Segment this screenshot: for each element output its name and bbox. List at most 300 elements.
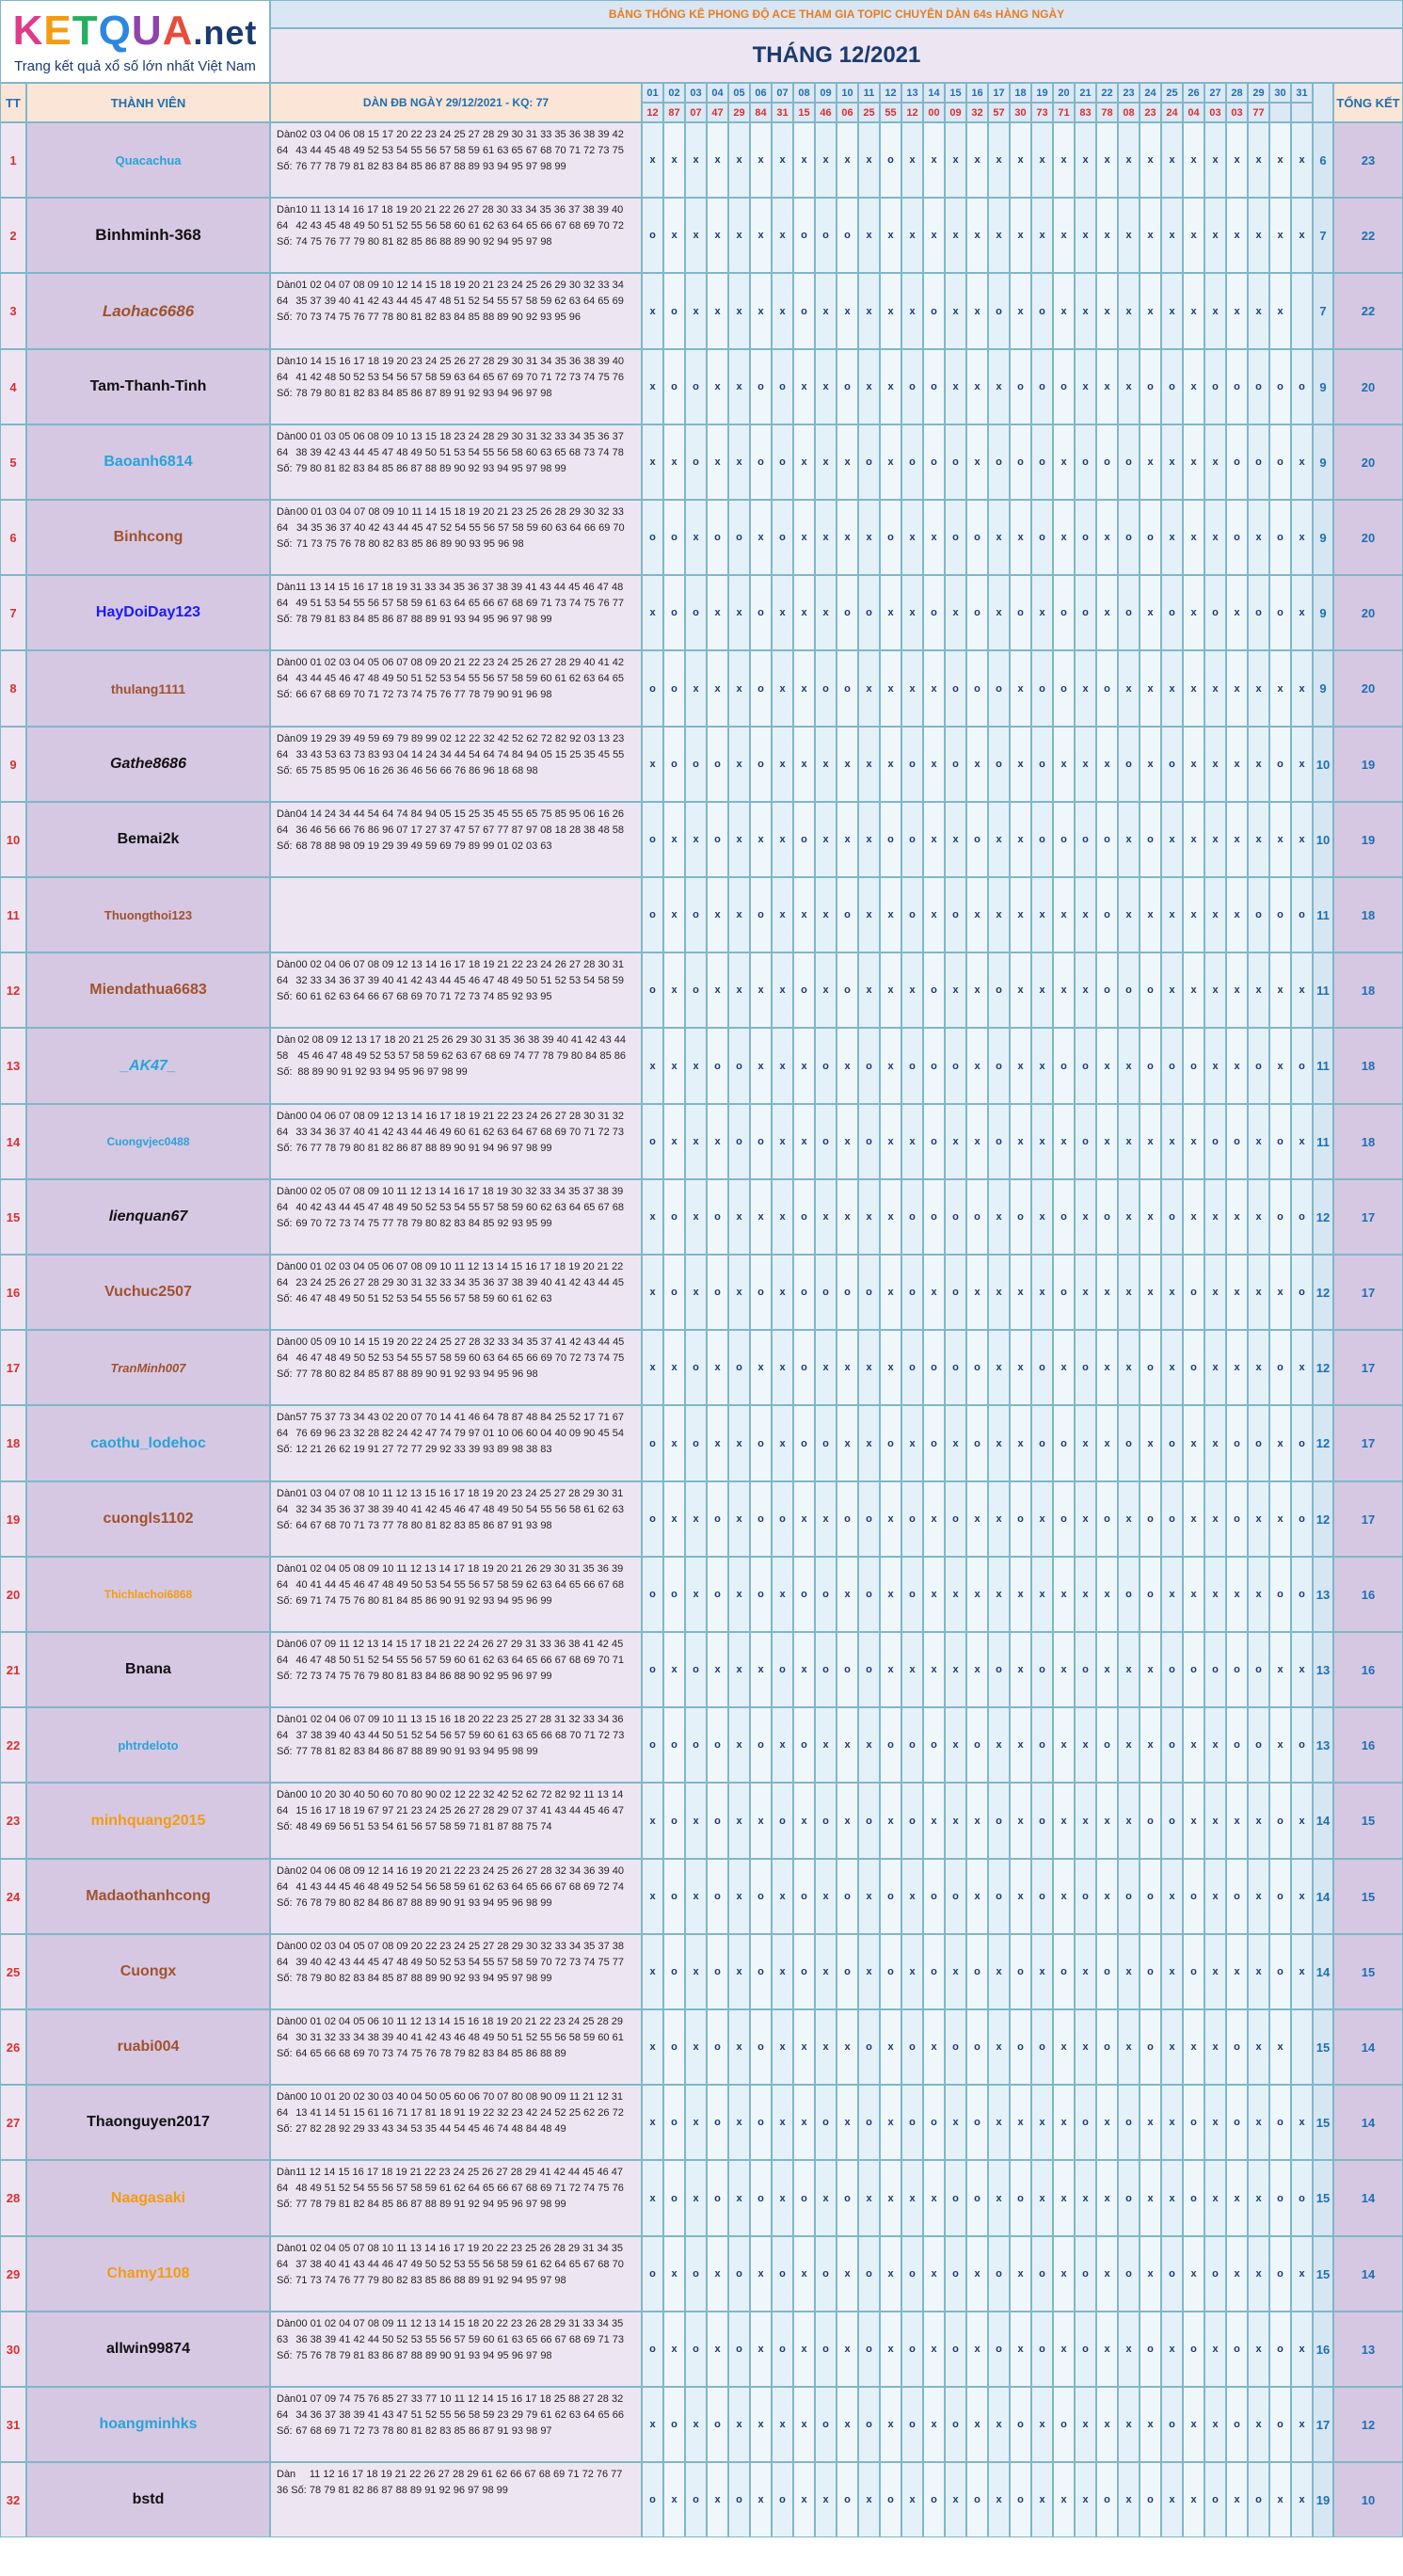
day-mark: x xyxy=(707,198,728,273)
day-mark: x xyxy=(707,1632,728,1707)
member-name[interactable]: TranMinh007 xyxy=(26,1330,270,1405)
dan-title: Dàn 64 Số: xyxy=(277,204,296,248)
day-mark: x xyxy=(988,575,1010,650)
day-mark: x xyxy=(1248,2160,1269,2236)
day-mark: x xyxy=(1291,2236,1313,2312)
member-name[interactable]: Thuongthoi123 xyxy=(26,877,270,952)
day-mark: o xyxy=(772,2312,793,2387)
member-name[interactable]: Bemai2k xyxy=(26,802,270,877)
day-mark: o xyxy=(1118,727,1140,802)
member-name[interactable]: caothu_lodehoc xyxy=(26,1405,270,1481)
day-mark: o xyxy=(1183,1934,1204,2009)
day-mark: x xyxy=(772,1255,793,1330)
day-mark: x xyxy=(988,1707,1010,1783)
day-mark: x xyxy=(1053,2312,1075,2387)
day-result: 30 xyxy=(1010,103,1031,122)
day-mark: x xyxy=(966,1104,988,1179)
day-mark: x xyxy=(837,802,858,877)
day-mark: o xyxy=(750,1707,772,1783)
member-name[interactable]: Madaothanhcong xyxy=(26,1859,270,1934)
win-count: 13 xyxy=(1313,1707,1333,1783)
day-mark: o xyxy=(966,802,988,877)
day-mark: o xyxy=(1075,575,1096,650)
day-mark: o xyxy=(1291,1255,1313,1330)
day-mark: o xyxy=(923,2085,945,2160)
day-mark: x xyxy=(1096,1632,1118,1707)
day-mark: o xyxy=(1010,1934,1031,2009)
day-mark: x xyxy=(923,802,945,877)
row-number: 29 xyxy=(0,2236,26,2312)
day-mark: x xyxy=(1226,575,1248,650)
member-name[interactable]: Thaonguyen2017 xyxy=(26,2085,270,2160)
day-mark: o xyxy=(837,650,858,727)
day-mark: o xyxy=(793,1707,815,1783)
day-mark: o xyxy=(988,1028,1010,1104)
day-mark: x xyxy=(1010,727,1031,802)
day-mark: x xyxy=(880,1632,901,1707)
member-name[interactable]: minhquang2015 xyxy=(26,1783,270,1859)
day-mark: o xyxy=(1204,2236,1226,2312)
day-mark: x xyxy=(1031,2085,1053,2160)
day-mark: o xyxy=(1226,1632,1248,1707)
day-mark: x xyxy=(1031,2387,1053,2462)
day-mark: x xyxy=(793,2236,815,2312)
dan-numbers xyxy=(270,650,642,727)
day-result: 77 xyxy=(1248,103,1269,122)
dan-numbers xyxy=(270,1179,642,1255)
day-mark: x xyxy=(642,575,663,650)
member-name[interactable]: Cuongx xyxy=(26,1934,270,2009)
dan-list: 00 04 06 07 08 09 12 13 14 16 17 18 19 21 22 23 24 26 27 28 30 31 32 33 34 36 37 40 41 42 43 44 46 49 60 61 62 63 64 67 68 69 70 71 72 73 76 77 78 79 80 81 82 86 87 88 89 90 91 94 96 97 98 99 xyxy=(295,1111,624,1154)
day-mark: x xyxy=(837,2312,858,2387)
day-mark: x xyxy=(815,2462,837,2537)
day-mark: x xyxy=(1075,273,1096,349)
day-mark: x xyxy=(1204,2312,1226,2387)
day-mark: o xyxy=(1075,2312,1096,2387)
member-name[interactable]: Naagasaki xyxy=(26,2160,270,2236)
day-result: 07 xyxy=(685,103,707,122)
day-mark: o xyxy=(663,1783,685,1859)
member-name[interactable]: allwin99874 xyxy=(26,2312,270,2387)
day-mark: x xyxy=(793,1632,815,1707)
day-mark: x xyxy=(1183,424,1204,500)
day-mark: o xyxy=(1161,1481,1183,1557)
day-mark: x xyxy=(815,1330,837,1405)
dan-numbers xyxy=(270,2160,642,2236)
day-mark: o xyxy=(663,2387,685,2462)
day-mark: x xyxy=(923,1557,945,1632)
day-mark: o xyxy=(815,2085,837,2160)
member-name[interactable]: Gathe8686 xyxy=(26,727,270,802)
day-mark: x xyxy=(1183,2009,1204,2085)
day-mark: o xyxy=(1183,2085,1204,2160)
day-mark: o xyxy=(1053,575,1075,650)
logo[interactable] xyxy=(0,0,270,83)
day-mark: x xyxy=(1183,727,1204,802)
day-mark: o xyxy=(923,1405,945,1481)
win-count: 13 xyxy=(1313,1557,1333,1632)
tong-ket: 23 xyxy=(1333,122,1403,198)
day-mark: o xyxy=(707,1934,728,2009)
day-mark: o xyxy=(901,2387,923,2462)
dan-title: Dàn 64 Số: xyxy=(277,2243,296,2286)
dan-title: Dàn 36 Số: xyxy=(277,2469,307,2496)
day-mark: x xyxy=(1140,2236,1161,2312)
day-mark: o xyxy=(1118,2160,1140,2236)
day-result: 23 xyxy=(1140,103,1161,122)
day-mark: o xyxy=(966,1330,988,1405)
day-mark: o xyxy=(1118,424,1140,500)
day-mark: o xyxy=(1161,349,1183,424)
day-mark: o xyxy=(1075,2085,1096,2160)
member-name[interactable]: Binhminh-368 xyxy=(26,198,270,273)
day-mark: o xyxy=(966,2085,988,2160)
member-name[interactable]: Bnana xyxy=(26,1632,270,1707)
dan-list: 00 10 20 30 40 50 60 70 80 90 02 12 22 32 42 52 62 72 82 92 11 13 14 15 16 17 18 19 67 97 21 23 24 25 26 27 28 29 07 37 41 43 44 45 46 47 48 49 69 56 51 53 54 61 56 57 58 59 71 81 87 88 75 74 xyxy=(295,1789,625,1832)
day-mark: o xyxy=(750,877,772,952)
day-mark: x xyxy=(1269,1632,1291,1707)
day-mark: o xyxy=(750,1859,772,1934)
day-mark: o xyxy=(815,1104,837,1179)
day-mark: x xyxy=(1096,1104,1118,1179)
member-name[interactable]: bstd xyxy=(26,2462,270,2537)
banner-title: BẢNG THỐNG KÊ PHONG ĐỘ ACE THAM GIA TOPIC CHUYÊN DÀN 64s HÀNG NGÀY xyxy=(270,0,1403,28)
day-mark: o xyxy=(837,349,858,424)
day-mark: x xyxy=(1053,952,1075,1028)
day-mark: x xyxy=(772,575,793,650)
day-mark: x xyxy=(1140,1104,1161,1179)
day-mark: x xyxy=(772,2009,793,2085)
day-mark: x xyxy=(880,1179,901,1255)
day-mark: x xyxy=(966,2387,988,2462)
day-mark: x xyxy=(685,1255,707,1330)
member-name[interactable]: Chamy1108 xyxy=(26,2236,270,2312)
day-result: 04 xyxy=(1183,103,1204,122)
day-mark: x xyxy=(750,1330,772,1405)
dan-numbers xyxy=(270,1481,642,1557)
day-mark: o xyxy=(642,1405,663,1481)
day-mark: x xyxy=(1118,877,1140,952)
day-mark: x xyxy=(901,1859,923,1934)
logo-brand-text: KETQUA xyxy=(12,7,194,54)
day-mark: o xyxy=(685,424,707,500)
day-mark: x xyxy=(966,952,988,1028)
day-mark: o xyxy=(1031,1330,1053,1405)
tong-ket: 18 xyxy=(1333,952,1403,1028)
day-header: 20 xyxy=(1053,83,1075,103)
member-name[interactable]: Vuchuc2507 xyxy=(26,1255,270,1330)
day-mark: o xyxy=(923,1179,945,1255)
day-mark: o xyxy=(1031,1707,1053,1783)
tong-ket: 20 xyxy=(1333,424,1403,500)
day-result: 12 xyxy=(901,103,923,122)
day-mark: x xyxy=(966,198,988,273)
day-mark: o xyxy=(923,1859,945,1934)
day-mark: x xyxy=(880,952,901,1028)
day-mark: o xyxy=(1118,952,1140,1028)
day-mark: x xyxy=(642,1783,663,1859)
day-mark: o xyxy=(772,2236,793,2312)
day-mark: o xyxy=(880,1405,901,1481)
day-mark: x xyxy=(642,424,663,500)
day-mark: o xyxy=(750,1557,772,1632)
day-mark: x xyxy=(1140,650,1161,727)
day-mark: o xyxy=(1010,2387,1031,2462)
day-mark: o xyxy=(1096,2462,1118,2537)
day-mark: x xyxy=(1118,122,1140,198)
day-header: 31 xyxy=(1291,83,1313,103)
day-mark: x xyxy=(728,1783,750,1859)
day-mark: o xyxy=(685,1330,707,1405)
day-mark: o xyxy=(1031,1859,1053,1934)
day-mark: x xyxy=(1096,349,1118,424)
day-mark: x xyxy=(1161,122,1183,198)
member-name[interactable]: Miendathua6683 xyxy=(26,952,270,1028)
day-mark: x xyxy=(1291,2085,1313,2160)
dan-title: Dàn 64 Số: xyxy=(277,1563,296,1607)
day-mark: x xyxy=(1010,1783,1031,1859)
row-number: 15 xyxy=(0,1179,26,1255)
day-mark: o xyxy=(1269,1179,1291,1255)
day-mark: x xyxy=(1204,1255,1226,1330)
dan-list: 09 19 29 39 49 59 69 79 89 99 02 12 22 32 42 52 62 72 82 92 03 13 23 33 43 53 63 73 83 93 04 14 24 34 44 54 64 74 84 94 05 15 25 35 45 55 65 75 85 95 06 16 26 36 46 56 66 76 86 96 18 68 98 xyxy=(295,733,625,776)
day-header: 07 xyxy=(772,83,793,103)
member-name[interactable]: Cuongvjec0488 xyxy=(26,1104,270,1179)
day-mark: o xyxy=(1161,1632,1183,1707)
day-mark: x xyxy=(1183,1783,1204,1859)
day-mark: x xyxy=(772,1934,793,2009)
day-mark: o xyxy=(707,500,728,575)
day-mark: x xyxy=(1204,1557,1226,1632)
day-mark: x xyxy=(707,424,728,500)
day-mark: o xyxy=(1053,802,1075,877)
day-mark: x xyxy=(1269,952,1291,1028)
day-mark: x xyxy=(1053,198,1075,273)
member-name[interactable]: HayDoiDay123 xyxy=(26,575,270,650)
dan-numbers xyxy=(270,2462,642,2537)
member-name[interactable]: thulang1111 xyxy=(26,650,270,727)
day-mark: x xyxy=(901,1405,923,1481)
day-header: 21 xyxy=(1075,83,1096,103)
member-name[interactable]: Laohac6686 xyxy=(26,273,270,349)
day-mark: x xyxy=(1140,2387,1161,2462)
dan-numbers xyxy=(270,2009,642,2085)
day-mark: x xyxy=(1204,1179,1226,1255)
day-mark: x xyxy=(1010,273,1031,349)
row-number: 21 xyxy=(0,1632,26,1707)
day-mark: x xyxy=(793,424,815,500)
day-mark: o xyxy=(1161,1405,1183,1481)
day-mark: x xyxy=(1226,198,1248,273)
day-mark: x xyxy=(1118,1179,1140,1255)
day-mark: x xyxy=(1226,1934,1248,2009)
day-mark: x xyxy=(1183,877,1204,952)
tong-ket: 22 xyxy=(1333,198,1403,273)
day-header: 25 xyxy=(1161,83,1183,103)
day-mark: o xyxy=(685,1405,707,1481)
day-mark: o xyxy=(707,1255,728,1330)
day-mark: x xyxy=(1118,2387,1140,2462)
member-name[interactable]: Binhcong xyxy=(26,500,270,575)
day-mark: x xyxy=(1140,1405,1161,1481)
day-mark: x xyxy=(728,1179,750,1255)
row-number: 9 xyxy=(0,727,26,802)
day-mark: o xyxy=(988,650,1010,727)
day-mark: o xyxy=(642,650,663,727)
day-mark: o xyxy=(858,1783,880,1859)
day-mark: x xyxy=(1075,198,1096,273)
day-mark: x xyxy=(988,1557,1010,1632)
logo-suffix: .net xyxy=(193,12,258,52)
day-mark: x xyxy=(1161,2009,1183,2085)
day-mark: o xyxy=(707,1859,728,1934)
day-mark: x xyxy=(1010,1028,1031,1104)
day-mark: x xyxy=(1291,198,1313,273)
day-mark: x xyxy=(1075,727,1096,802)
dan-title: Dàn 64 Số: xyxy=(277,1941,296,1984)
day-mark: o xyxy=(1248,575,1269,650)
day-mark: o xyxy=(793,802,815,877)
day-mark: x xyxy=(1053,273,1075,349)
day-mark: x xyxy=(966,1028,988,1104)
day-mark: o xyxy=(642,2236,663,2312)
member-name[interactable]: Baoanh6814 xyxy=(26,424,270,500)
day-mark: x xyxy=(1075,1707,1096,1783)
dan-list: 00 05 09 10 14 15 19 20 22 24 25 27 28 32 33 34 35 37 41 42 43 44 45 46 47 48 49 50 52 53 54 55 57 58 59 60 63 64 65 66 69 70 72 73 74 75 77 78 80 82 84 85 87 88 89 90 91 92 93 94 95 96 98 xyxy=(295,1336,625,1380)
member-name[interactable]: ruabi004 xyxy=(26,2009,270,2085)
day-mark: o xyxy=(1075,2236,1096,2312)
day-mark: o xyxy=(642,1707,663,1783)
day-mark: o xyxy=(1161,575,1183,650)
member-name[interactable]: hoangminhks xyxy=(26,2387,270,2462)
day-mark: o xyxy=(793,198,815,273)
day-mark: x xyxy=(880,1255,901,1330)
day-mark: x xyxy=(1161,650,1183,727)
member-name[interactable]: cuongls1102 xyxy=(26,1481,270,1557)
day-mark: o xyxy=(815,2387,837,2462)
day-mark: x xyxy=(1248,122,1269,198)
day-mark: o xyxy=(750,2085,772,2160)
day-result: 46 xyxy=(815,103,837,122)
day-mark: x xyxy=(1140,727,1161,802)
day-mark: o xyxy=(1140,1783,1161,1859)
member-name[interactable]: Quacachua xyxy=(26,122,270,198)
day-mark: o xyxy=(1161,1783,1183,1859)
day-mark: x xyxy=(880,575,901,650)
day-mark: x xyxy=(837,727,858,802)
day-mark: x xyxy=(728,2160,750,2236)
day-mark: x xyxy=(1226,952,1248,1028)
tong-ket: 20 xyxy=(1333,500,1403,575)
day-mark: x xyxy=(1010,1330,1031,1405)
day-mark: o xyxy=(966,1405,988,1481)
day-mark: o xyxy=(945,2312,966,2387)
day-mark: o xyxy=(1161,1179,1183,1255)
day-mark: o xyxy=(988,1104,1010,1179)
day-mark: x xyxy=(815,424,837,500)
day-header: 06 xyxy=(750,83,772,103)
day-mark: x xyxy=(642,1179,663,1255)
day-mark: x xyxy=(966,273,988,349)
day-mark: o xyxy=(750,2009,772,2085)
day-mark: o xyxy=(1183,1859,1204,1934)
day-mark: o xyxy=(1010,2462,1031,2537)
day-mark: x xyxy=(1248,1481,1269,1557)
dan-numbers xyxy=(270,952,642,1028)
day-mark: x xyxy=(750,2312,772,2387)
member-name[interactable]: _AK47_ xyxy=(26,1028,270,1104)
day-mark: x xyxy=(1291,952,1313,1028)
day-mark: o xyxy=(858,1028,880,1104)
day-mark: o xyxy=(1161,1028,1183,1104)
dan-title: Dàn 64 Số: xyxy=(277,1111,296,1154)
day-mark: x xyxy=(1096,1330,1118,1405)
member-name[interactable]: Tam-Thanh-Tinh xyxy=(26,349,270,424)
day-mark: x xyxy=(1010,877,1031,952)
member-name[interactable]: phtrdeloto xyxy=(26,1707,270,1783)
day-mark: x xyxy=(793,650,815,727)
day-mark: o xyxy=(1226,2009,1248,2085)
day-mark: x xyxy=(1031,2462,1053,2537)
day-result: 47 xyxy=(707,103,728,122)
dan-list: 06 07 09 11 12 13 14 15 17 18 21 22 24 26 27 29 31 33 36 38 41 42 45 46 47 48 50 51 52 54 55 56 57 59 60 61 62 63 64 65 66 67 68 69 70 71 72 73 74 75 76 79 80 81 83 84 86 88 90 92 95 96 97 99 xyxy=(295,1639,625,1682)
day-mark: x xyxy=(1075,952,1096,1028)
day-mark: o xyxy=(1183,1028,1204,1104)
day-result xyxy=(1269,103,1291,122)
day-mark: x xyxy=(642,2009,663,2085)
day-result: 24 xyxy=(1161,103,1183,122)
day-mark: o xyxy=(815,198,837,273)
day-mark: x xyxy=(815,2009,837,2085)
day-mark: o xyxy=(1096,2009,1118,2085)
day-mark: x xyxy=(1226,2236,1248,2312)
day-mark: x xyxy=(880,1330,901,1405)
tong-ket: 22 xyxy=(1333,273,1403,349)
day-mark: o xyxy=(1269,1783,1291,1859)
row-number: 30 xyxy=(0,2312,26,2387)
day-mark: x xyxy=(642,1859,663,1934)
day-mark: o xyxy=(837,2462,858,2537)
day-mark: x xyxy=(1075,877,1096,952)
day-mark: x xyxy=(1226,2160,1248,2236)
day-mark: x xyxy=(707,2236,728,2312)
day-header: 15 xyxy=(945,83,966,103)
dan-numbers xyxy=(270,575,642,650)
day-mark: o xyxy=(707,2009,728,2085)
tong-ket: 16 xyxy=(1333,1632,1403,1707)
day-mark: o xyxy=(966,2160,988,2236)
day-mark: x xyxy=(772,1557,793,1632)
day-mark: o xyxy=(837,1481,858,1557)
day-mark: x xyxy=(1204,1028,1226,1104)
win-count: 11 xyxy=(1313,952,1333,1028)
day-mark: o xyxy=(642,1104,663,1179)
dan-numbers xyxy=(270,1330,642,1405)
day-mark: x xyxy=(793,2312,815,2387)
member-name[interactable]: Thichlachoi6868 xyxy=(26,1557,270,1632)
day-mark: x xyxy=(772,1707,793,1783)
day-mark: x xyxy=(1118,1481,1140,1557)
day-mark: x xyxy=(728,273,750,349)
day-mark: x xyxy=(1010,122,1031,198)
member-name[interactable]: lienquan67 xyxy=(26,1179,270,1255)
day-mark: x xyxy=(1140,424,1161,500)
day-mark: x xyxy=(1010,2236,1031,2312)
day-mark: x xyxy=(858,877,880,952)
day-mark: x xyxy=(1118,1632,1140,1707)
row-number: 23 xyxy=(0,1783,26,1859)
dan-title: Dàn 64 Số: xyxy=(277,2091,296,2135)
